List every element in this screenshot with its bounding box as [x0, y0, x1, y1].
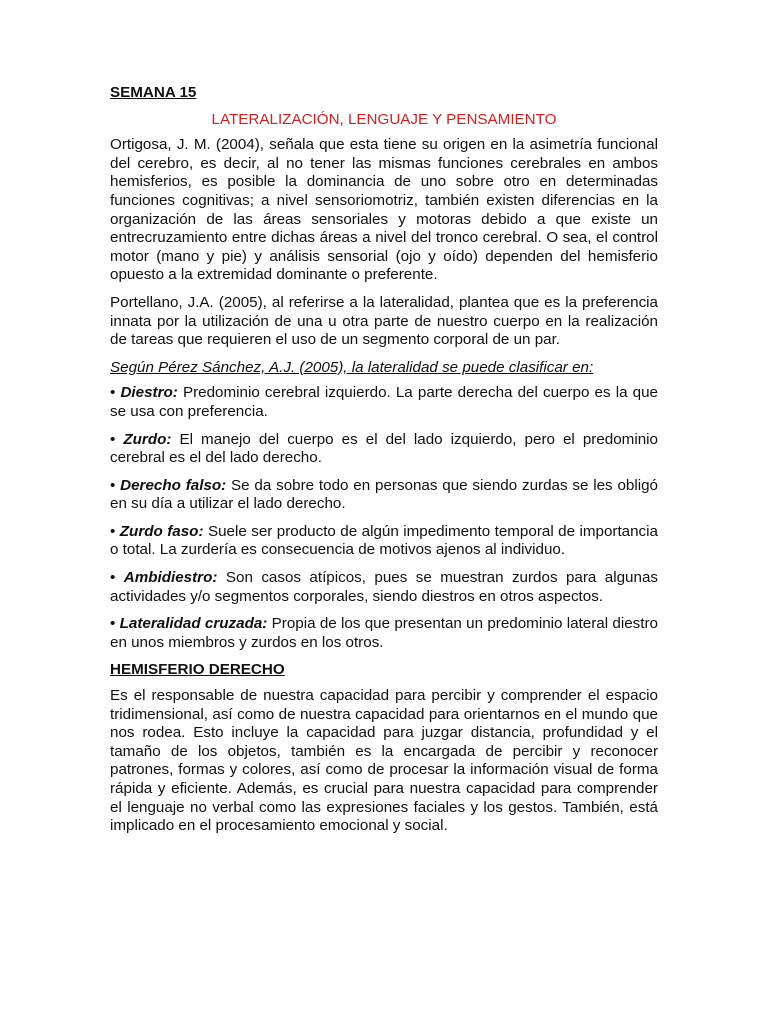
bullet-icon: • [110, 430, 116, 448]
week-heading: SEMANA 15 [110, 84, 197, 101]
classification-item-zurdo-faso [110, 523, 658, 560]
document-title: LATERALIZACIÓN, LENGUAJE Y PENSAMIENTO [211, 110, 557, 128]
classification-term: Diestro: [120, 384, 178, 402]
classification-item-diestro [110, 384, 658, 421]
classification-text: Son casos atípicos, pues se muestran zurdos para algunas actividades y/o segmentos corporales, siendo diestros en otros aspectos. [110, 569, 658, 605]
classification-term: Ambidiestro: [123, 569, 218, 587]
classification-text: Suele ser producto de algún impedimento temporal de importancia o total. La zurdería es consecuencia de motivos ajenos al individuo. [110, 522, 658, 559]
classification-text: Predominio cerebral izquierdo. La parte derecha del cuerpo es la que se usa con preferencia. [110, 384, 658, 420]
classification-text: Se da sobre todo en personas que siendo zurdas se les obligó en su día a utilizar el lado derecho. [110, 476, 658, 513]
classification-item-ambidiestro [110, 569, 658, 606]
classification-text: Propia de los que presentan un predominio lateral diestro en unos miembros y zurdos en los otros. [110, 615, 658, 651]
bullet-icon: • [110, 476, 116, 494]
classification-item-derecho-falso [110, 477, 658, 514]
classification-intro: Según Pérez Sánchez, A.J. (2005), la lateralidad se puede clasificar en: [110, 358, 594, 376]
bullet-icon: • [110, 522, 116, 540]
bullet-icon: • [110, 384, 116, 402]
classification-term: Zurdo: [123, 430, 172, 448]
bullet-icon: • [110, 569, 116, 587]
classification-term: Zurdo faso: [119, 522, 204, 540]
classification-text: El manejo del cuerpo es el del lado izquierdo, pero el predominio cerebral es el del lado derecho. [110, 430, 658, 467]
bullet-icon: • [110, 615, 116, 633]
classification-term: Derecho falso: [120, 476, 227, 494]
section-heading-hemisferio-derecho: HEMISFERIO DERECHO [110, 661, 285, 679]
paragraph-portellano: Portellano, J.A. (2005), al referirse a la lateralidad, plantea que es la preferencia innata por la utilización de una u otra parte de nuestro cuerpo en la realización de tareas que requieren el uso de un segmento corporal de un par. [110, 293, 658, 349]
classification-item-zurdo [110, 431, 658, 468]
classification-term: Lateralidad cruzada: [119, 615, 268, 633]
paragraph-ortigosa: Ortigosa, J. M. (2004), señala que esta tiene su origen en la asimetría funcional del cerebro, es decir, al no tener las mismas funciones cerebrales en ambos hemisferios, es posible la dominancia de uno sobre otro en determinadas funciones cognitivas; a nivel sensoriomotriz, también existen diferencias en la organización de las áreas sensoriales y motoras debido a que existe un entrecruzamiento entre dichas áreas a nivel del tronco cerebral. O sea, el control motor (mano y pie) y análisis sensorial (ojo y oído) dependen del hemisferio opuesto a la extremidad dominante o preferente. [110, 136, 658, 284]
classification-item-lateralidad-cruzada [110, 615, 658, 652]
paragraph-hemisferio-derecho: Es el responsable de nuestra capacidad para percibir y comprender el espacio tridimensional, así como de nuestra capacidad para orientarnos en el mundo que nos rodea. Esto incluye la capacidad para juzgar distancia, profundidad y el tamaño de los objetos, también es la encargada de percibir y reconocer patrones, formas y colores, así como de procesar la información visual de forma rápida y eficiente. Además, es crucial para nuestra capacidad para comprender el lenguaje no verbal como las expresiones faciales y los gestos. También, está implicado en el procesamiento emocional y social. [110, 687, 658, 835]
